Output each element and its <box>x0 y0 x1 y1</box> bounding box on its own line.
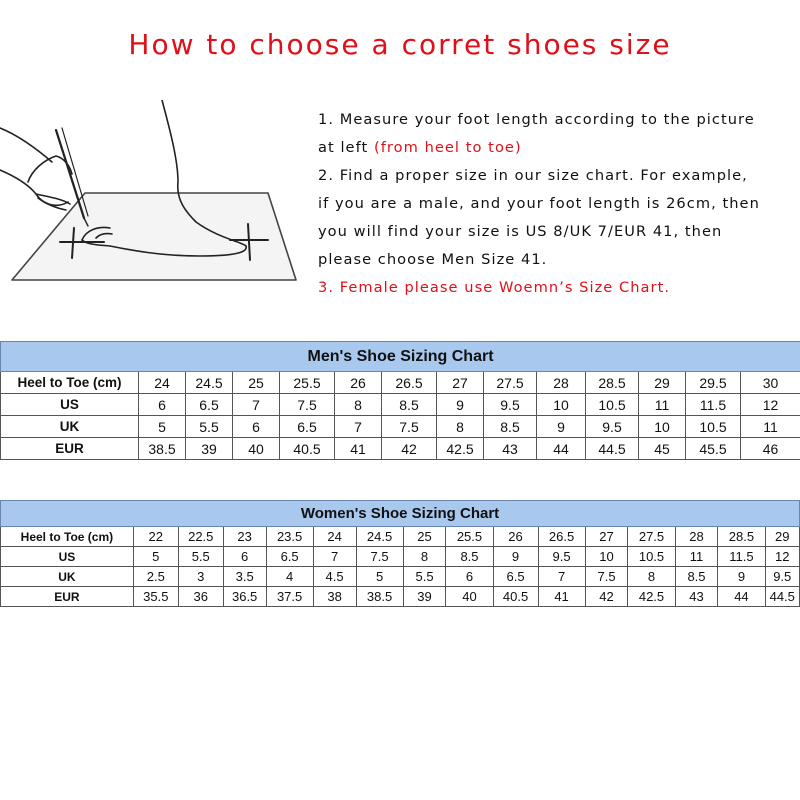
row-label: EUR <box>1 587 134 607</box>
size-cell: 28.5 <box>718 527 765 547</box>
instruction-line-6: please choose Men Size 41. <box>318 251 548 268</box>
size-cell: 44.5 <box>586 438 639 460</box>
size-cell: 9.5 <box>484 394 537 416</box>
instruction-line-5: you will find your size is US 8/UK 7/EUR 41, then <box>318 223 723 240</box>
size-cell: 10.5 <box>686 416 741 438</box>
size-cell: 28 <box>675 527 718 547</box>
size-cell: 38.5 <box>356 587 403 607</box>
size-cell: 22.5 <box>178 527 223 547</box>
size-cell: 22 <box>133 527 178 547</box>
instructions <box>318 106 800 302</box>
size-cell: 25 <box>233 372 280 394</box>
men-size-chart <box>0 341 800 460</box>
size-cell: 27.5 <box>628 527 675 547</box>
size-cell: 10.5 <box>628 547 675 567</box>
row-label: UK <box>1 416 139 438</box>
size-cell: 40.5 <box>493 587 538 607</box>
size-cell: 11 <box>639 394 686 416</box>
size-cell: 29 <box>639 372 686 394</box>
size-cell: 8.5 <box>675 567 718 587</box>
size-cell: 26.5 <box>382 372 437 394</box>
size-cell: 27 <box>585 527 628 547</box>
size-cell: 6.5 <box>186 394 233 416</box>
men-chart-body <box>1 372 800 460</box>
size-cell: 6.5 <box>266 547 313 567</box>
size-cell: 24 <box>139 372 186 394</box>
size-cell: 39 <box>403 587 446 607</box>
size-cell: 44 <box>718 587 765 607</box>
size-cell: 45.5 <box>686 438 741 460</box>
size-cell: 8 <box>437 416 484 438</box>
size-cell: 10.5 <box>586 394 639 416</box>
men-chart-title: Men's Shoe Sizing Chart <box>1 342 800 372</box>
size-cell: 7.5 <box>356 547 403 567</box>
size-cell: 9 <box>437 394 484 416</box>
size-cell: 43 <box>675 587 718 607</box>
size-cell: 9.5 <box>765 567 800 587</box>
size-cell: 28.5 <box>586 372 639 394</box>
size-cell: 5.5 <box>403 567 446 587</box>
size-cell: 28 <box>537 372 586 394</box>
size-cell: 40.5 <box>280 438 335 460</box>
size-cell: 46 <box>741 438 800 460</box>
size-cell: 5 <box>139 416 186 438</box>
size-cell: 8.5 <box>484 416 537 438</box>
size-cell: 29.5 <box>686 372 741 394</box>
row-label: UK <box>1 567 134 587</box>
size-cell: 8 <box>335 394 382 416</box>
size-cell: 6.5 <box>493 567 538 587</box>
size-cell: 27 <box>437 372 484 394</box>
size-cell: 10 <box>585 547 628 567</box>
size-cell: 25.5 <box>446 527 493 547</box>
size-cell: 25 <box>403 527 446 547</box>
size-cell: 44 <box>537 438 586 460</box>
size-cell: 7.5 <box>585 567 628 587</box>
size-cell: 5 <box>133 547 178 567</box>
size-cell: 11.5 <box>686 394 741 416</box>
size-cell: 30 <box>741 372 800 394</box>
size-cell: 24.5 <box>356 527 403 547</box>
size-cell: 25.5 <box>280 372 335 394</box>
size-cell: 42.5 <box>437 438 484 460</box>
size-cell: 26.5 <box>538 527 585 547</box>
size-cell: 40 <box>446 587 493 607</box>
size-cell: 10 <box>639 416 686 438</box>
size-cell: 7 <box>538 567 585 587</box>
row-label: US <box>1 547 134 567</box>
size-cell: 5 <box>356 567 403 587</box>
size-cell: 11 <box>741 416 800 438</box>
size-cell: 37.5 <box>266 587 313 607</box>
size-cell: 7 <box>313 547 356 567</box>
size-cell: 6 <box>139 394 186 416</box>
size-cell: 6 <box>233 416 280 438</box>
size-cell: 42 <box>382 438 437 460</box>
size-cell: 6 <box>223 547 266 567</box>
row-label: Heel to Toe (cm) <box>1 372 139 394</box>
size-cell: 12 <box>765 547 800 567</box>
size-cell: 7 <box>335 416 382 438</box>
size-cell: 4 <box>266 567 313 587</box>
size-cell: 41 <box>538 587 585 607</box>
size-cell: 12 <box>741 394 800 416</box>
size-cell: 26 <box>493 527 538 547</box>
size-cell: 7.5 <box>382 416 437 438</box>
size-cell: 7.5 <box>280 394 335 416</box>
instruction-line-2-text: at left <box>318 139 374 156</box>
size-cell: 11 <box>675 547 718 567</box>
instruction-highlight-heel-to-toe: (from heel to toe) <box>373 139 522 156</box>
size-row <box>1 394 800 416</box>
instruction-line-4: if you are a male, and your foot length is 26cm, then <box>318 195 760 212</box>
size-cell: 8.5 <box>382 394 437 416</box>
size-cell: 40 <box>233 438 280 460</box>
size-cell: 27.5 <box>484 372 537 394</box>
instruction-line-2 <box>318 134 800 162</box>
page-title: How to choose a corret shoes size <box>128 28 672 61</box>
size-cell: 8 <box>403 547 446 567</box>
size-cell: 8.5 <box>446 547 493 567</box>
row-label: US <box>1 394 139 416</box>
row-label: EUR <box>1 438 139 460</box>
size-cell: 2.5 <box>133 567 178 587</box>
size-cell: 41 <box>335 438 382 460</box>
size-row <box>1 527 800 547</box>
size-cell: 5.5 <box>178 547 223 567</box>
size-cell: 4.5 <box>313 567 356 587</box>
size-cell: 6.5 <box>280 416 335 438</box>
size-cell: 11.5 <box>718 547 765 567</box>
size-cell: 42 <box>585 587 628 607</box>
size-cell: 8 <box>628 567 675 587</box>
instruction-line-1: 1. Measure your foot length according to the picture <box>318 111 755 128</box>
size-cell: 9.5 <box>538 547 585 567</box>
instruction-line-7-female-note: 3. Female please use Woemn’s Size Chart. <box>318 279 671 296</box>
foot-measurement-illustration <box>0 100 300 300</box>
size-cell: 5.5 <box>186 416 233 438</box>
size-cell: 24 <box>313 527 356 547</box>
size-cell: 35.5 <box>133 587 178 607</box>
women-size-chart <box>0 500 800 607</box>
size-cell: 44.5 <box>765 587 800 607</box>
size-cell: 29 <box>765 527 800 547</box>
size-cell: 9.5 <box>586 416 639 438</box>
women-chart-title: Women's Shoe Sizing Chart <box>1 501 800 527</box>
size-cell: 9 <box>537 416 586 438</box>
size-cell: 26 <box>335 372 382 394</box>
size-cell: 24.5 <box>186 372 233 394</box>
size-row <box>1 587 800 607</box>
size-cell: 23 <box>223 527 266 547</box>
size-row <box>1 372 800 394</box>
size-row <box>1 438 800 460</box>
size-cell: 7 <box>233 394 280 416</box>
size-cell: 9 <box>718 567 765 587</box>
size-cell: 3.5 <box>223 567 266 587</box>
women-chart-body <box>1 527 800 607</box>
size-cell: 45 <box>639 438 686 460</box>
size-cell: 23.5 <box>266 527 313 547</box>
size-cell: 39 <box>186 438 233 460</box>
size-cell: 6 <box>446 567 493 587</box>
size-row <box>1 416 800 438</box>
size-cell: 36 <box>178 587 223 607</box>
size-cell: 3 <box>178 567 223 587</box>
size-cell: 10 <box>537 394 586 416</box>
size-row <box>1 567 800 587</box>
row-label: Heel to Toe (cm) <box>1 527 134 547</box>
size-cell: 38.5 <box>139 438 186 460</box>
size-cell: 42.5 <box>628 587 675 607</box>
instruction-line-3: 2. Find a proper size in our size chart. For example, <box>318 167 748 184</box>
size-cell: 9 <box>493 547 538 567</box>
size-cell: 43 <box>484 438 537 460</box>
size-cell: 38 <box>313 587 356 607</box>
size-cell: 36.5 <box>223 587 266 607</box>
size-row <box>1 547 800 567</box>
